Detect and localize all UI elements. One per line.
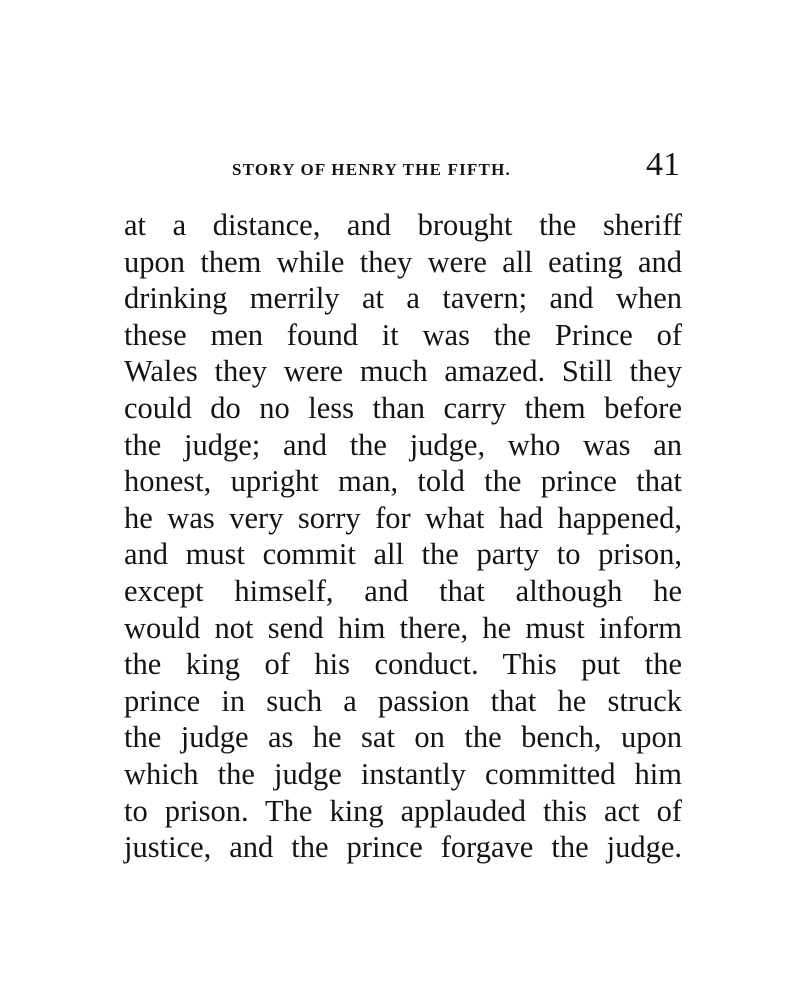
text-line: the judge as he sat on the bench, upon bbox=[124, 720, 682, 755]
text-line: upon them while they were all eating and bbox=[124, 244, 682, 279]
text-line: honest, upright man, told the prince that bbox=[124, 464, 682, 499]
text-line: Wales they were much amazed. Still they bbox=[124, 354, 682, 389]
text-line: drinking merrily at a tavern; and when bbox=[124, 281, 682, 316]
text-line: at a distance, and brought the sheriff bbox=[124, 208, 682, 242]
text-line: would not send him there, he must inform bbox=[124, 610, 682, 645]
text-line: which the judge instantly committed him bbox=[124, 756, 682, 791]
body-text bbox=[124, 207, 682, 866]
text-line: justice, and the prince forgave the judge. bbox=[124, 830, 682, 865]
text-line: could do no less than carry them before bbox=[124, 390, 682, 425]
text-line: these men found it was the Prince of bbox=[124, 317, 682, 352]
text-line: prince in such a passion that he struck bbox=[124, 683, 682, 718]
text-line: and must commit all the party to prison, bbox=[124, 537, 682, 572]
text-line: to prison. The king applauded this act of bbox=[124, 793, 682, 828]
text-line: the judge; and the judge, who was an bbox=[124, 427, 682, 462]
running-title: STORY OF HENRY THE FIFTH. bbox=[232, 160, 511, 179]
text-line: he was very sorry for what had happened, bbox=[124, 500, 682, 535]
text-line: except himself, and that although he bbox=[124, 573, 682, 608]
running-head bbox=[124, 148, 682, 188]
text-line: the king of his conduct. This put the bbox=[124, 647, 682, 682]
page-number: 41 bbox=[646, 146, 680, 183]
